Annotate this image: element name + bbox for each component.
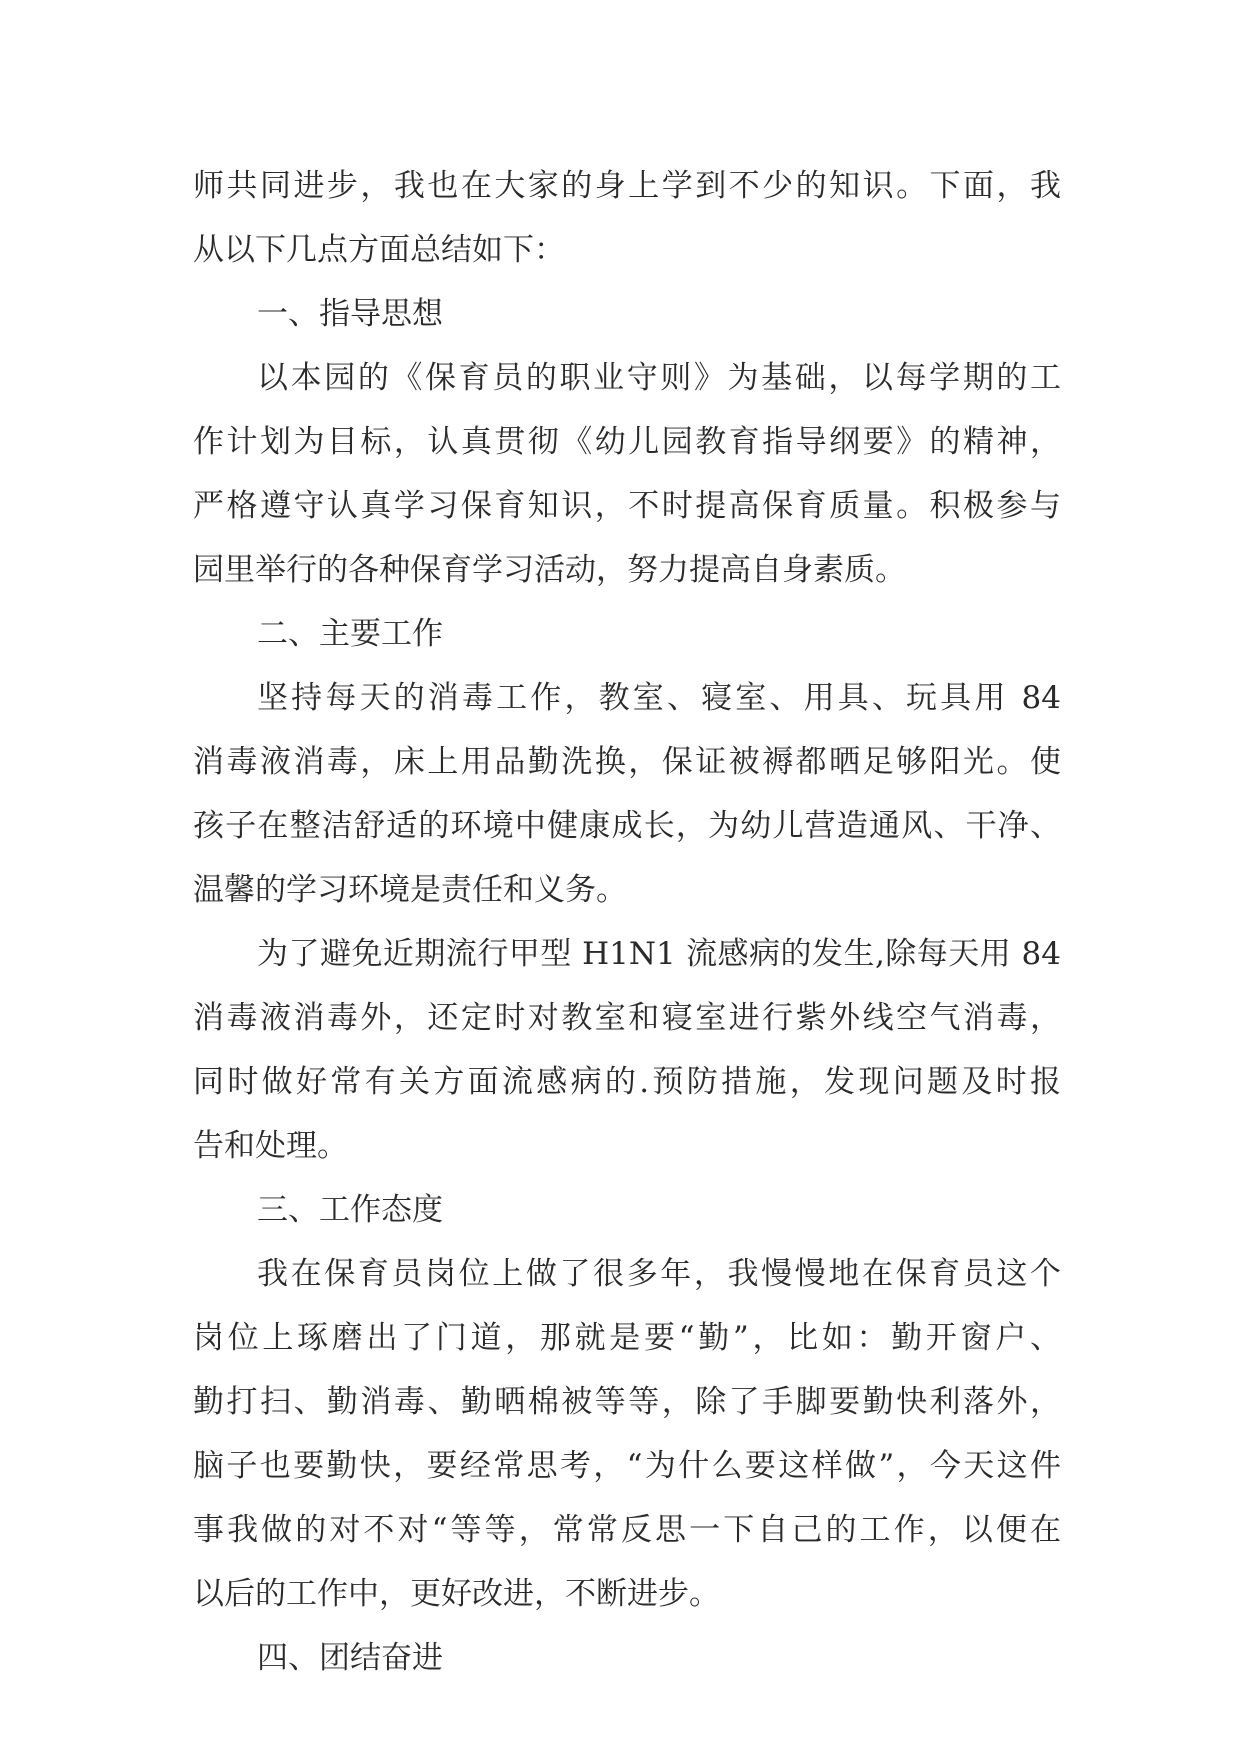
text-line: 告和处理。 [193, 1128, 348, 1164]
text-line: 从以下几点方面总结如下： [193, 232, 565, 268]
text-line: 勤打扫、勤消毒、勤晒棉被等等，除了手脚要勤快利落外， [193, 1384, 1061, 1420]
text-line: 同时做好常有关方面流感病的.预防措施，发现问题及时报 [193, 1064, 1061, 1100]
text-line: 孩子在整洁舒适的环境中健康成长，为幼儿营造通风、干净、 [193, 808, 1061, 844]
text-line: 事我做的对不对“等等，常常反思一下自己的工作，以便在 [193, 1512, 1061, 1548]
text-line: 为了避免近期流行甲型 H1N1 流感病的发生,除每天用 84 [257, 936, 1061, 972]
text-line: 以后的工作中，更好改进，不断进步。 [193, 1576, 720, 1612]
text-line: 作计划为目标，认真贯彻《幼儿园教育指导纲要》的精神， [193, 424, 1061, 460]
text-line: 消毒液消毒，床上用品勤洗换，保证被褥都晒足够阳光。使 [193, 744, 1061, 780]
section-heading: 三、工作态度 [257, 1192, 443, 1228]
text-line: 温馨的学习环境是责任和义务。 [193, 872, 627, 908]
text-line: 严格遵守认真学习保育知识，不时提高保育质量。积极参与 [193, 488, 1061, 524]
text-line: 师共同进步，我也在大家的身上学到不少的知识。下面，我 [193, 168, 1061, 204]
section-heading: 四、团结奋进 [257, 1640, 443, 1676]
section-heading: 一、指导思想 [257, 296, 443, 332]
text-line: 岗位上琢磨出了门道，那就是要“勤”，比如：勤开窗户、 [193, 1320, 1061, 1356]
section-heading: 二、主要工作 [257, 616, 443, 652]
text-line: 以本园的《保育员的职业守则》为基础，以每学期的工 [257, 360, 1061, 396]
text-line: 坚持每天的消毒工作，教室、寝室、用具、玩具用 84 [257, 680, 1061, 716]
text-line: 我在保育员岗位上做了很多年，我慢慢地在保育员这个 [257, 1256, 1061, 1292]
text-line: 脑子也要勤快，要经常思考，“为什么要这样做”，今天这件 [193, 1448, 1061, 1484]
text-line: 园里举行的各种保育学习活动，努力提高自身素质。 [193, 552, 906, 588]
text-line: 消毒液消毒外，还定时对教室和寝室进行紫外线空气消毒， [193, 1000, 1061, 1036]
